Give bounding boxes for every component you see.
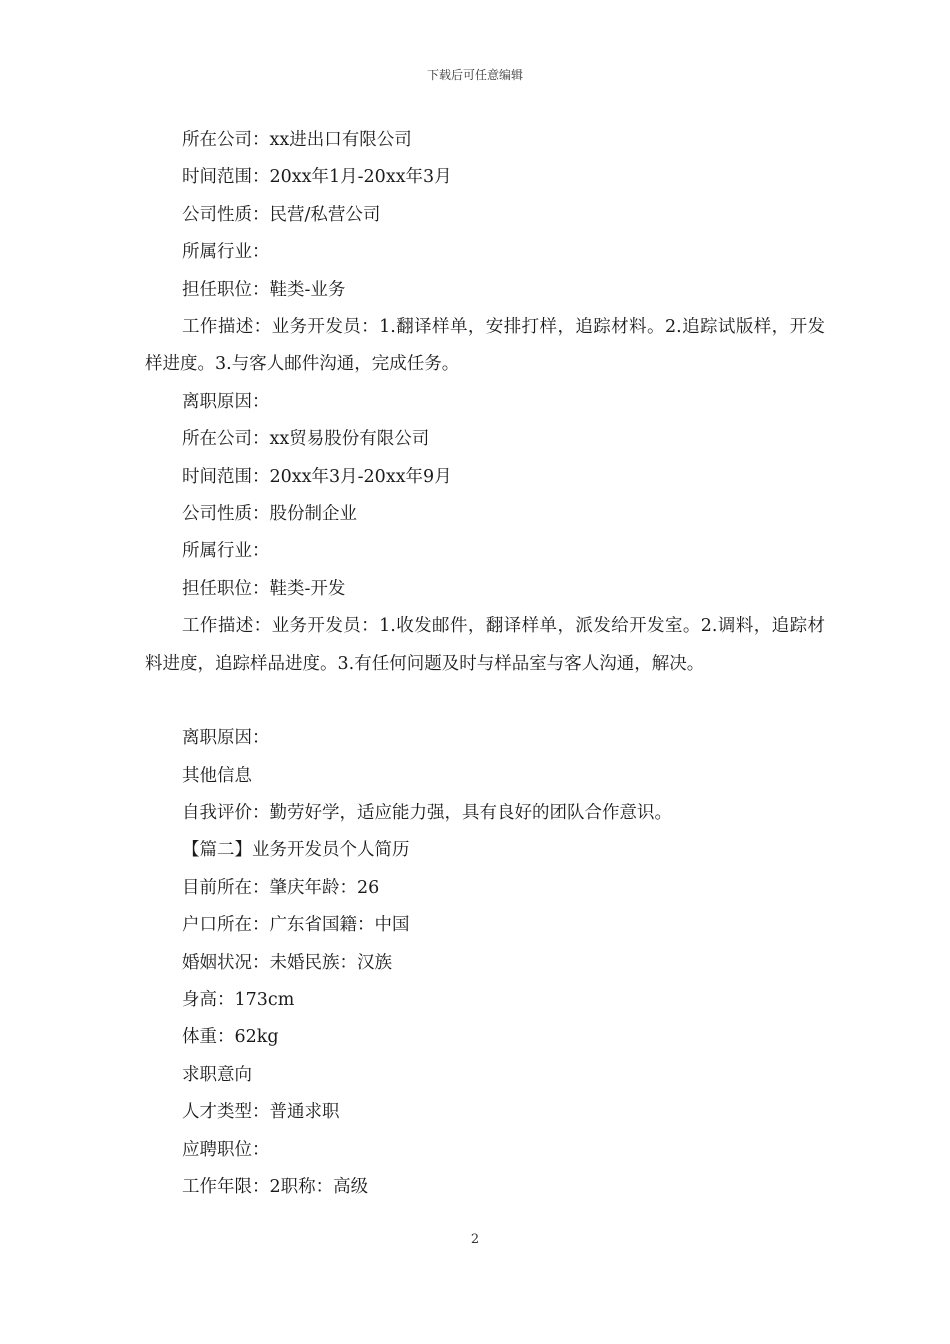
work-years-title-line: 工作年限：2职称：高级 bbox=[182, 1176, 369, 1197]
job-intention-heading: 求职意向 bbox=[182, 1064, 252, 1085]
position-line: 担任职位：鞋类-开发 bbox=[182, 578, 346, 599]
time-range-line: 时间范围：20xx年1月-20xx年3月 bbox=[182, 167, 452, 188]
industry-line: 所属行业： bbox=[182, 242, 270, 263]
company-type-line: 公司性质：民营/私营公司 bbox=[182, 204, 381, 225]
leave-reason-line: 离职原因： bbox=[182, 391, 270, 412]
self-evaluation-line: 自我评价：勤劳好学，适应能力强，具有良好的团队合作意识。 bbox=[182, 802, 672, 823]
talent-type-line: 人才类型：普通求职 bbox=[182, 1102, 340, 1123]
page-number: 2 bbox=[470, 1232, 480, 1247]
company-line: 所在公司：xx进出口有限公司 bbox=[182, 130, 412, 150]
company-line: 所在公司：xx贸易股份有限公司 bbox=[182, 429, 430, 450]
time-range-line: 时间范围：20xx年3月-20xx年9月 bbox=[182, 466, 452, 487]
applied-position-line: 应聘职位： bbox=[182, 1139, 270, 1160]
location-age-line: 目前所在：肇庆年龄：26 bbox=[182, 877, 380, 898]
leave-reason-line: 离职原因： bbox=[182, 728, 270, 749]
hukou-nationality-line: 户口所在：广东省国籍：中国 bbox=[182, 915, 410, 936]
height-line: 身高：173cm bbox=[182, 989, 295, 1010]
page-header: 下载后可任意编辑 bbox=[426, 68, 523, 82]
marital-ethnicity-line: 婚姻状况：未婚民族：汉族 bbox=[182, 952, 392, 973]
blank-gap bbox=[145, 683, 825, 720]
other-info-heading: 其他信息 bbox=[182, 765, 252, 786]
weight-line: 体重：62kg bbox=[182, 1027, 279, 1048]
document-body bbox=[145, 122, 825, 1206]
company-type-line: 公司性质：股份制企业 bbox=[182, 504, 357, 525]
section-title: 【篇二】业务开发员个人简历 bbox=[182, 840, 410, 861]
job-description-paragraph: 工作描述：业务开发员：1.翻译样单，安排打样，追踪材料。2.追踪试版样，开发样进度。3.与客人邮件沟通，完成任务。 bbox=[145, 317, 825, 375]
industry-line: 所属行业： bbox=[182, 541, 270, 562]
position-line: 担任职位：鞋类-业务 bbox=[182, 279, 346, 300]
job-description-paragraph: 工作描述：业务开发员：1.收发邮件，翻译样单，派发给开发室。2.调料，追踪材料进度，追踪样品进度。3.有任何问题及时与样品室与客人沟通，解决。 bbox=[145, 616, 825, 674]
